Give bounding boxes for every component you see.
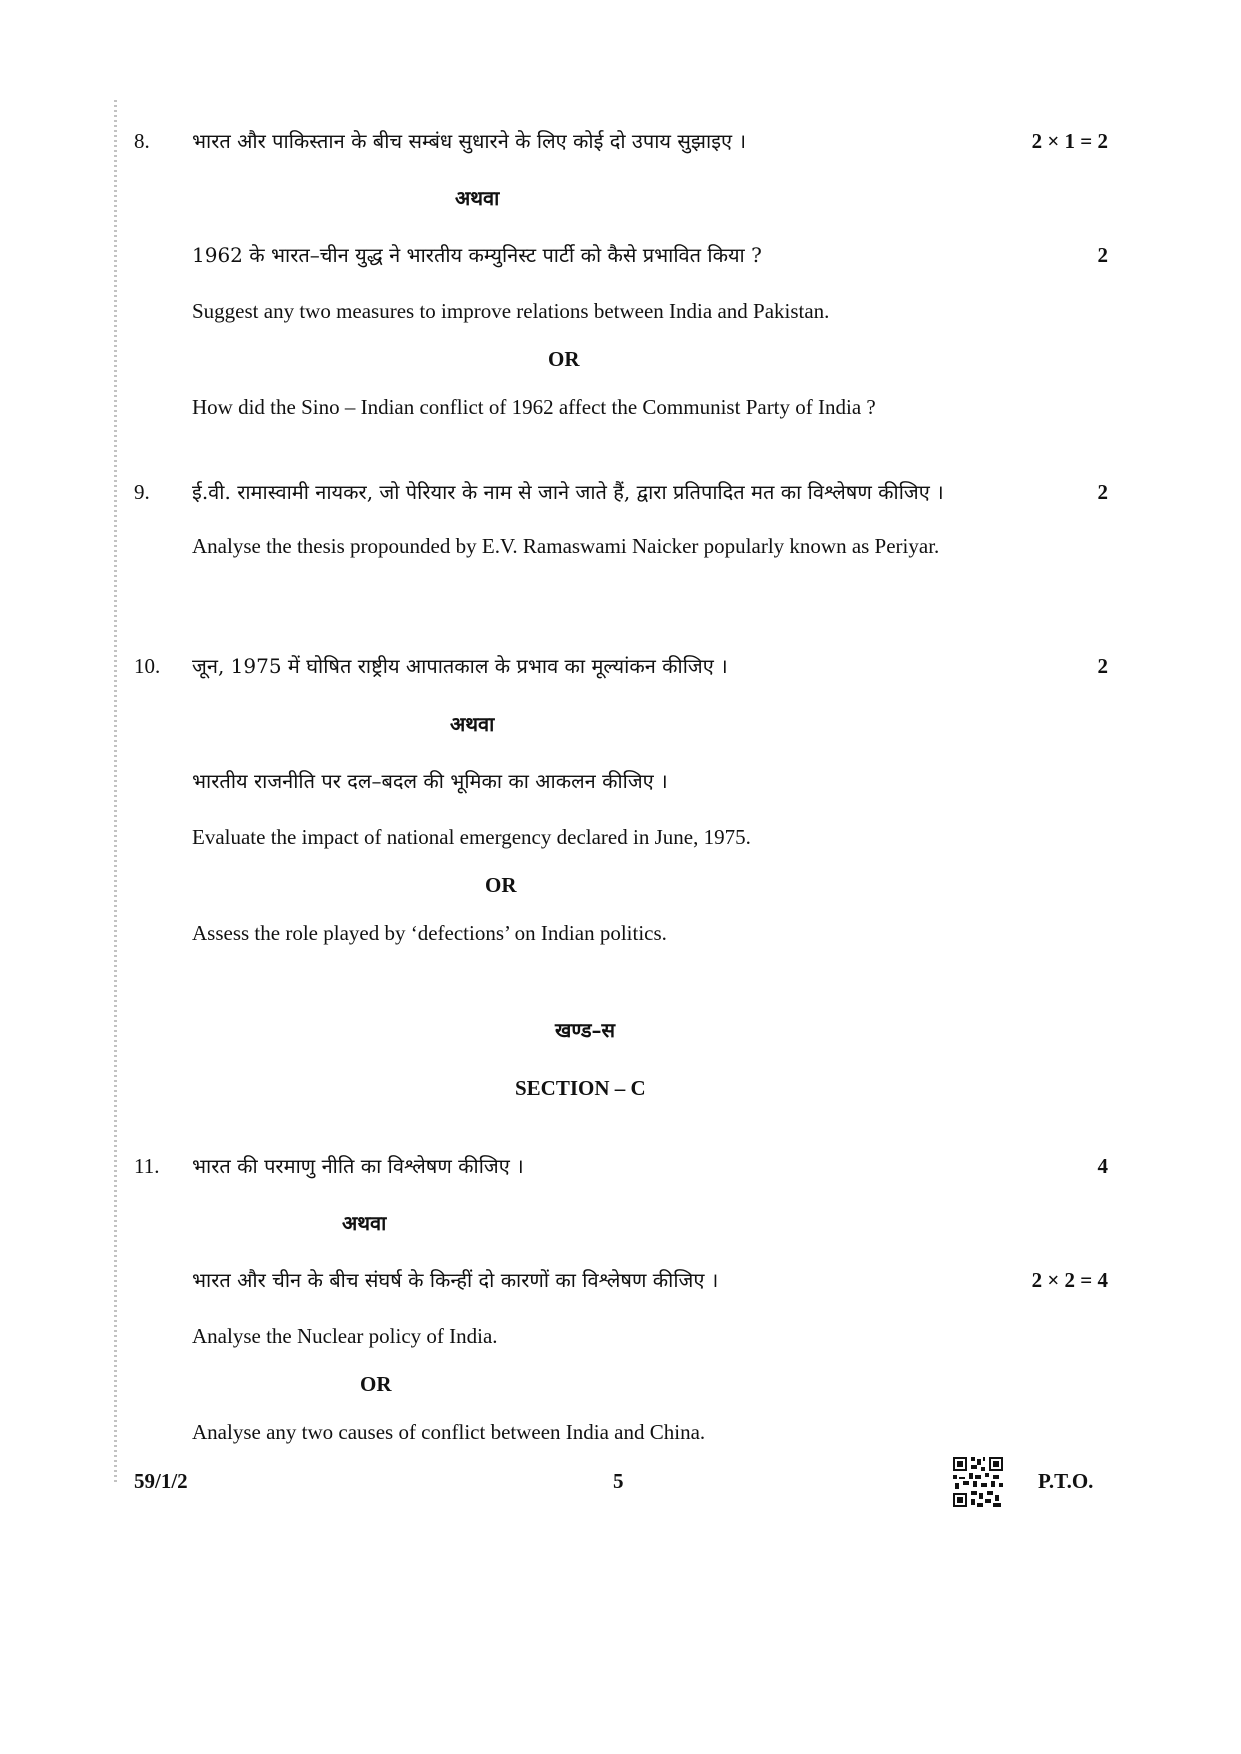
q11-or-english: OR [360,1372,392,1396]
margin-microtext-strip [114,100,117,1485]
q8-or-english: OR [548,347,580,371]
section-title-english: SECTION – C [515,1076,646,1100]
q8-alt-marks: 2 [1097,243,1108,267]
q9-english: Analyse the thesis propounded by E.V. Ramaswami Naicker popularly known as Periyar. [192,534,940,558]
q9-hindi: ई.वी. रामास्वामी नायकर, जो पेरियार के नाम से जाने जाते हैं, द्वारा प्रतिपादित मत का विश्लेषण कीजिए । [192,480,944,504]
q8-alt-english: How did the Sino – Indian conflict of 1962 affect the Communist Party of India ? [192,395,876,419]
q11-number: 11. [134,1154,160,1178]
q10-marks: 2 [1097,654,1108,678]
q10-alt-english: Assess the role played by ‘defections’ on Indian politics. [192,921,667,945]
q10-hindi: जून, 1975 में घोषित राष्ट्रीय आपातकाल के प्रभाव का मूल्यांकन कीजिए । [192,654,728,678]
q9-marks: 2 [1097,480,1108,504]
q11-alt-english: Analyse any two causes of conflict between India and China. [192,1420,706,1444]
q8-english: Suggest any two measures to improve relations between India and Pakistan. [192,299,830,323]
q10-alt-hindi: भारतीय राजनीति पर दल–बदल की भूमिका का आकलन कीजिए । [192,769,668,793]
q11-marks: 4 [1097,1154,1108,1178]
paper-code: 59/1/2 [134,1469,188,1493]
q10-or-english: OR [485,873,517,897]
qr-code-icon [953,1457,1003,1507]
q11-english: Analyse the Nuclear policy of India. [192,1324,498,1348]
q11-or-hindi: अथवा [342,1211,387,1235]
q9-number: 9. [134,480,150,504]
please-turn-over: P.T.O. [1038,1469,1094,1493]
q11-alt-marks: 2 × 2 = 4 [1031,1268,1108,1292]
q8-alt-hindi: 1962 के भारत–चीन युद्ध ने भारतीय कम्युनिस्ट पार्टी को कैसे प्रभावित किया ? [192,243,762,267]
q10-number: 10. [134,654,161,678]
q11-hindi: भारत की परमाणु नीति का विश्लेषण कीजिए । [192,1154,524,1178]
q10-english: Evaluate the impact of national emergency declared in June, 1975. [192,825,751,849]
q8-hindi: भारत और पाकिस्तान के बीच सम्बंध सुधारने के लिए कोई दो उपाय सुझाइए । [192,129,747,153]
q11-alt-hindi: भारत और चीन के बीच संघर्ष के किन्हीं दो कारणों का विश्लेषण कीजिए । [192,1268,719,1292]
q8-or-hindi: अथवा [455,186,500,210]
q10-or-hindi: अथवा [450,712,495,736]
page-number: 5 [613,1469,624,1493]
q8-marks: 2 × 1 = 2 [1031,129,1108,153]
q8-number: 8. [134,129,150,153]
section-title-hindi: खण्ड–स [555,1018,616,1042]
